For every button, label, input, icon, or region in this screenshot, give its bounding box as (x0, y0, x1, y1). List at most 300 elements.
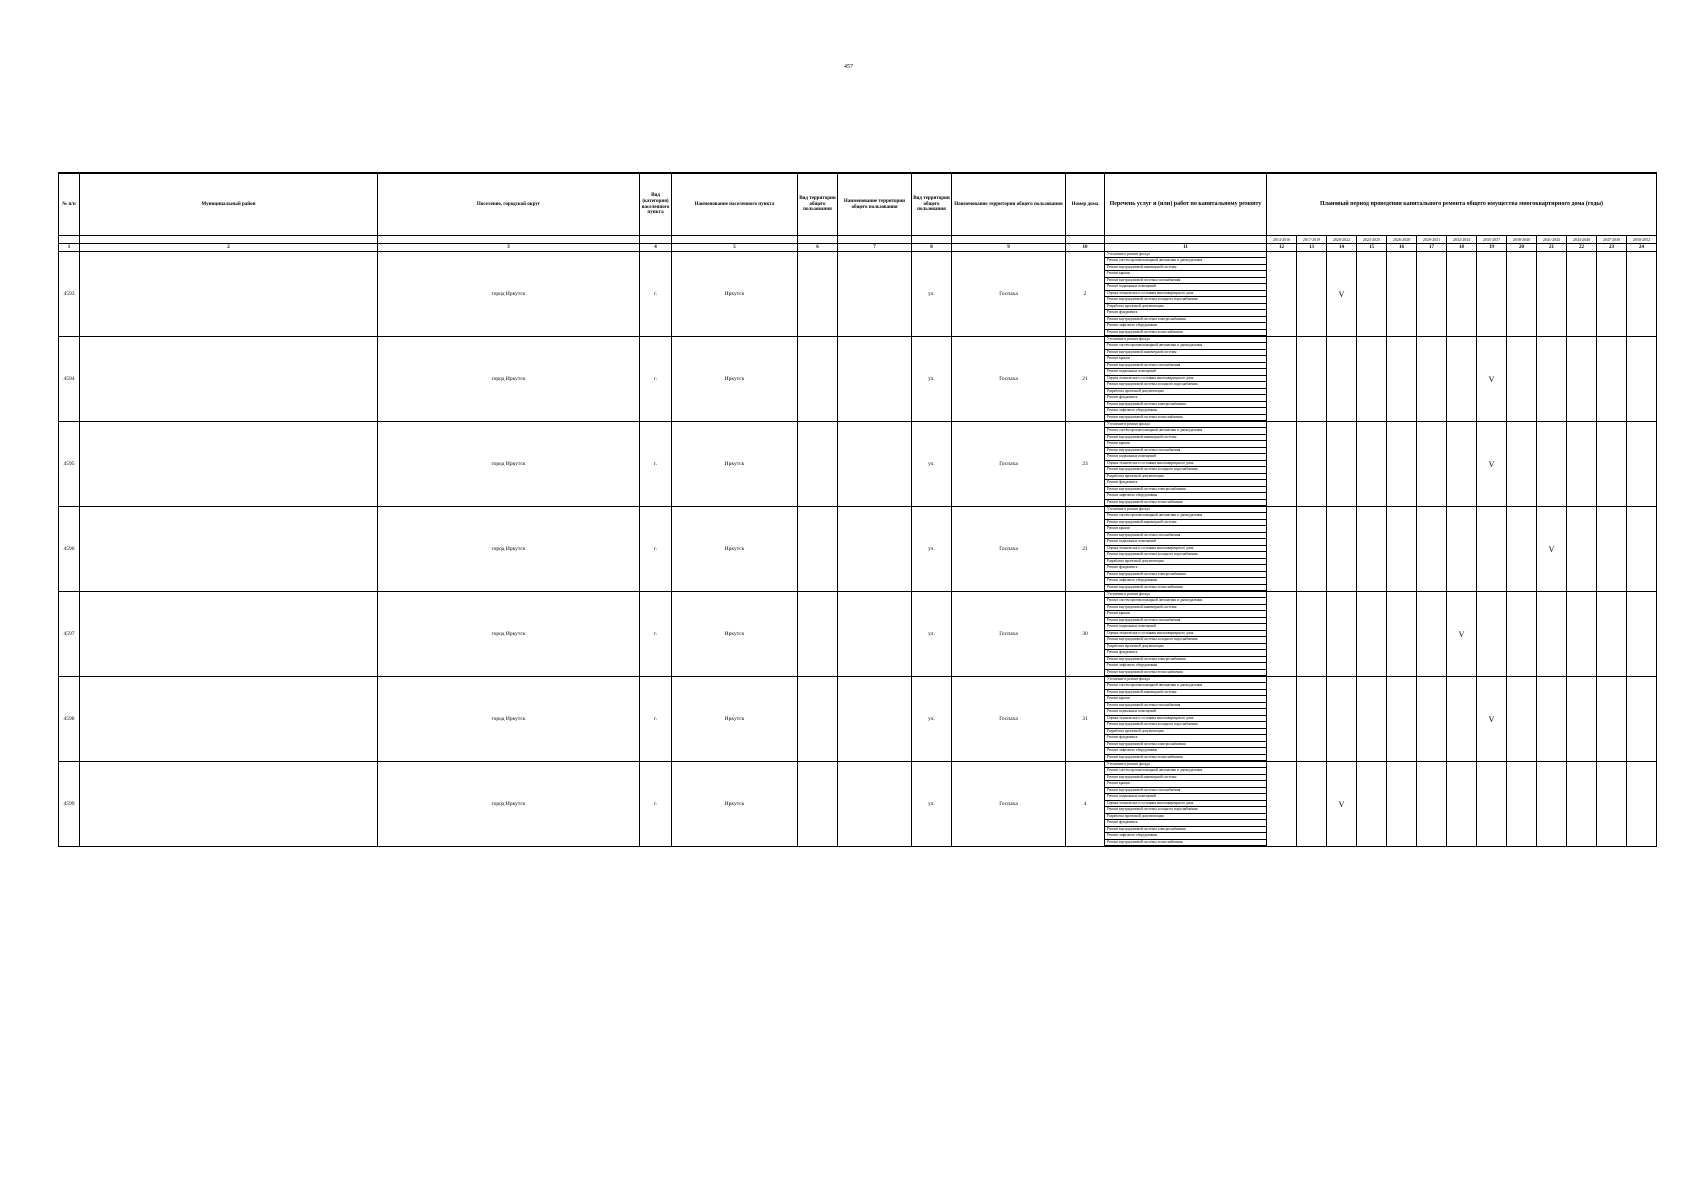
period-mark-cell (1627, 762, 1657, 847)
work-item: Ремонт внутридомовой системы теплоснабжения (1105, 500, 1266, 506)
house-number-cell: 30 (1066, 592, 1105, 677)
work-item: Ремонт внутридомовой системы теплоснабжения (1105, 330, 1266, 336)
work-item: Ремонт внутридомовой инженерной системы (1105, 520, 1266, 526)
period-cell: 2017-2019 (1297, 236, 1327, 244)
street-cell: Госпаха (952, 507, 1066, 592)
work-item: Ремонт внутридомовой инженерной системы (1105, 775, 1266, 781)
period-mark-cell (1447, 762, 1477, 847)
header-district: Муниципальный район (80, 173, 378, 236)
table-row (59, 422, 1657, 507)
house-number-cell: 2 (1066, 252, 1105, 337)
column-number: 2 (80, 244, 378, 252)
column-number: 24 (1627, 244, 1657, 252)
column-number: 8 (912, 244, 952, 252)
column-number: 3 (378, 244, 640, 252)
work-item: Утепление и ремонт фасада (1105, 422, 1266, 428)
work-item: Ремонт внутридомовой системы газоснабжения (1105, 278, 1266, 284)
area-name-cell (838, 677, 912, 762)
period-mark-cell (1327, 252, 1357, 337)
work-item: Ремонт подвальных помещений (1105, 794, 1266, 800)
work-item: Ремонт внутридомовой системы холодного водоснабжения (1105, 552, 1266, 558)
period-mark-cell (1447, 507, 1477, 592)
work-item: Ремонт внутридомовой системы электроснабжения (1105, 487, 1266, 493)
work-item: Ремонт систем противопожарной автоматики и дымоудаления (1105, 343, 1266, 349)
header-settlement: Поселение, городской округ (378, 173, 640, 236)
header-locality-kind: Вид (категория) населенного пункта (640, 173, 672, 236)
work-item: Ремонт внутридомовой системы холодного водоснабжения (1105, 637, 1266, 643)
work-item: Ремонт внутридомовой инженерной системы (1105, 435, 1266, 441)
period-mark-cell (1477, 252, 1507, 337)
period-mark: V (1488, 459, 1495, 469)
column-number: 20 (1507, 244, 1537, 252)
table-row (59, 337, 1657, 422)
column-number: 11 (1105, 244, 1267, 252)
works-list-cell (1105, 252, 1267, 337)
work-item: Оценка технического состояния многоквартирного дома (1105, 546, 1266, 552)
column-number: 1 (59, 244, 80, 252)
work-item: Ремонт внутридомовой системы газоснабжения (1105, 618, 1266, 624)
column-number: 21 (1537, 244, 1567, 252)
period-mark-cell (1537, 592, 1567, 677)
work-item: Ремонт внутридомовой системы газоснабжения (1105, 533, 1266, 539)
locality-kind-cell: г. (640, 507, 672, 592)
district-cell (80, 762, 378, 847)
street-cell: Госпаха (952, 337, 1066, 422)
street-kind-cell: ул. (912, 677, 952, 762)
period-mark-cell (1507, 592, 1537, 677)
locality-kind-cell: г. (640, 337, 672, 422)
period-mark-cell (1357, 762, 1387, 847)
work-item: Ремонт фундамента (1105, 395, 1266, 401)
period-cell: 2029-2031 (1417, 236, 1447, 244)
work-item: Ремонт внутридомовой системы электроснабжения (1105, 572, 1266, 578)
area-kind-cell (798, 252, 838, 337)
row-number: 4596 (59, 507, 80, 592)
period-cell: 2050-2052 (1627, 236, 1657, 244)
work-item: Ремонт внутридомовой системы электроснабжения (1105, 317, 1266, 323)
work-item: Ремонт подвальных помещений (1105, 454, 1266, 460)
column-number: 22 (1567, 244, 1597, 252)
period-mark-cell (1597, 252, 1627, 337)
district-cell (80, 422, 378, 507)
period-mark-cell (1507, 422, 1537, 507)
period-mark-cell (1297, 337, 1327, 422)
area-kind-cell (798, 677, 838, 762)
period-mark-cell (1507, 252, 1537, 337)
work-item: Ремонт фундамента (1105, 820, 1266, 826)
locality-cell: Иркутск (672, 422, 798, 507)
work-item: Ремонт лифтового оборудования (1105, 323, 1266, 329)
period-cell: 2041-2043 (1537, 236, 1567, 244)
period-cell: 2023-2025 (1357, 236, 1387, 244)
table-row (59, 677, 1657, 762)
period-mark-cell (1297, 762, 1327, 847)
work-item: Разработка проектной документации (1105, 389, 1266, 395)
work-item: Разработка проектной документации (1105, 474, 1266, 480)
work-item: Ремонт внутридомовой системы холодного водоснабжения (1105, 807, 1266, 813)
work-item: Ремонт внутридомовой системы теплоснабжения (1105, 840, 1266, 846)
period-mark-cell (1387, 762, 1417, 847)
header-area-kind-2: Вид территории общего пользования (912, 173, 952, 236)
period-mark: V (1548, 544, 1555, 554)
column-number: 4 (640, 244, 672, 252)
settlement-cell: город Иркутск (378, 592, 640, 677)
work-item: Ремонт подвальных помещений (1105, 624, 1266, 630)
works-list-cell (1105, 422, 1267, 507)
period-mark-cell (1477, 422, 1507, 507)
area-name-cell (838, 337, 912, 422)
period-mark-cell (1417, 677, 1447, 762)
work-item: Ремонт внутридомовой системы холодного водоснабжения (1105, 382, 1266, 388)
period-mark-cell (1357, 252, 1387, 337)
column-number: 15 (1357, 244, 1387, 252)
period-mark-cell (1507, 677, 1537, 762)
work-item: Оценка технического состояния многоквартирного дома (1105, 801, 1266, 807)
period-mark-cell (1507, 507, 1537, 592)
period-mark-cell (1357, 507, 1387, 592)
work-item: Ремонт лифтового оборудования (1105, 663, 1266, 669)
street-kind-cell: ул. (912, 337, 952, 422)
column-number: 12 (1267, 244, 1297, 252)
period-mark-cell (1447, 422, 1477, 507)
header-plan-period: Плановый период проведения капитального ремонта общего имущества многоквартирного дома (годы) (1267, 173, 1657, 236)
column-number: 10 (1066, 244, 1105, 252)
area-name-cell (838, 507, 912, 592)
work-item: Разработка проектной документации (1105, 304, 1266, 310)
house-number-cell: 4 (1066, 762, 1105, 847)
period-mark-cell (1447, 592, 1477, 677)
work-item: Утепление и ремонт фасада (1105, 252, 1266, 258)
column-number: 14 (1327, 244, 1357, 252)
period-mark-cell (1387, 677, 1417, 762)
work-item: Ремонт подвальных помещений (1105, 709, 1266, 715)
period-mark-cell (1267, 252, 1297, 337)
period-mark-cell (1417, 762, 1447, 847)
street-kind-cell: ул. (912, 762, 952, 847)
period-cell: 2020-2022 (1327, 236, 1357, 244)
area-kind-cell (798, 762, 838, 847)
period-mark-cell (1297, 592, 1327, 677)
work-item: Ремонт крыши (1105, 441, 1266, 447)
period-mark-cell (1567, 507, 1597, 592)
column-number: 18 (1447, 244, 1477, 252)
row-number: 4598 (59, 677, 80, 762)
period-mark-cell (1387, 337, 1417, 422)
settlement-cell: город Иркутск (378, 677, 640, 762)
table-row (59, 592, 1657, 677)
table-row (59, 762, 1657, 847)
street-cell: Госпаха (952, 762, 1066, 847)
row-number: 4594 (59, 337, 80, 422)
locality-cell: Иркутск (672, 507, 798, 592)
work-item: Ремонт лифтового оборудования (1105, 578, 1266, 584)
area-kind-cell (798, 507, 838, 592)
work-item: Разработка проектной документации (1105, 729, 1266, 735)
period-mark-cell (1387, 507, 1417, 592)
area-name-cell (838, 252, 912, 337)
locality-kind-cell: г. (640, 422, 672, 507)
work-item: Ремонт систем противопожарной автоматики и дымоудаления (1105, 258, 1266, 264)
period-mark-cell (1267, 762, 1297, 847)
area-kind-cell (798, 422, 838, 507)
period-mark-cell (1597, 337, 1627, 422)
column-number: 5 (672, 244, 798, 252)
street-cell: Госпаха (952, 677, 1066, 762)
works-list-cell (1105, 507, 1267, 592)
work-item: Ремонт внутридомовой системы теплоснабжения (1105, 670, 1266, 676)
work-item: Ремонт подвальных помещений (1105, 539, 1266, 545)
period-mark-cell (1327, 422, 1357, 507)
street-cell: Госпаха (952, 252, 1066, 337)
period-mark-cell (1627, 422, 1657, 507)
work-item: Ремонт лифтового оборудования (1105, 408, 1266, 414)
work-item: Ремонт внутридомовой системы холодного водоснабжения (1105, 297, 1266, 303)
row-number: 4599 (59, 762, 80, 847)
work-item: Утепление и ремонт фасада (1105, 762, 1266, 768)
work-item: Ремонт систем противопожарной автоматики и дымоудаления (1105, 428, 1266, 434)
period-mark-cell (1477, 677, 1507, 762)
district-cell (80, 252, 378, 337)
period-mark-cell (1447, 337, 1477, 422)
settlement-cell: город Иркутск (378, 422, 640, 507)
period-mark-cell (1627, 252, 1657, 337)
header-area-name-2: Наименование территории общего пользования (952, 173, 1066, 236)
period-mark-cell (1417, 337, 1447, 422)
period-mark-cell (1417, 422, 1447, 507)
district-cell (80, 592, 378, 677)
street-cell: Госпаха (952, 592, 1066, 677)
period-cell: 2044-2046 (1567, 236, 1597, 244)
period-mark-cell (1537, 677, 1567, 762)
work-item: Ремонт фундамента (1105, 735, 1266, 741)
period-mark-cell (1297, 677, 1327, 762)
works-list-cell (1105, 677, 1267, 762)
column-number-row (59, 244, 1657, 252)
work-item: Утепление и ремонт фасада (1105, 337, 1266, 343)
settlement-cell: город Иркутск (378, 252, 640, 337)
work-item: Ремонт внутридомовой системы теплоснабжения (1105, 585, 1266, 591)
period-mark-cell (1567, 337, 1597, 422)
work-item: Ремонт систем противопожарной автоматики и дымоудаления (1105, 768, 1266, 774)
locality-kind-cell: г. (640, 592, 672, 677)
table-row (59, 507, 1657, 592)
capital-repair-table (58, 172, 1657, 847)
work-item: Ремонт крыши (1105, 611, 1266, 617)
period-mark-cell (1327, 592, 1357, 677)
work-item: Ремонт внутридомовой системы холодного водоснабжения (1105, 722, 1266, 728)
work-item: Ремонт фундамента (1105, 565, 1266, 571)
house-number-cell: 23 (1066, 422, 1105, 507)
settlement-cell: город Иркутск (378, 507, 640, 592)
work-item: Ремонт подвальных помещений (1105, 284, 1266, 290)
area-name-cell (838, 762, 912, 847)
work-item: Оценка технического состояния многоквартирного дома (1105, 631, 1266, 637)
work-item: Ремонт внутридомовой системы газоснабжения (1105, 363, 1266, 369)
locality-kind-cell: г. (640, 252, 672, 337)
period-mark-cell (1537, 422, 1567, 507)
period-mark-cell (1567, 422, 1597, 507)
column-number: 23 (1597, 244, 1627, 252)
work-item: Ремонт крыши (1105, 696, 1266, 702)
period-mark-cell (1357, 422, 1387, 507)
period-mark-cell (1537, 337, 1567, 422)
period-mark: V (1458, 629, 1465, 639)
work-item: Ремонт фундамента (1105, 480, 1266, 486)
house-number-cell: 21 (1066, 507, 1105, 592)
area-name-cell (838, 422, 912, 507)
period-mark-cell (1537, 252, 1567, 337)
period-cell: 2032-2034 (1447, 236, 1477, 244)
work-item: Ремонт лифтового оборудования (1105, 748, 1266, 754)
row-number: 4597 (59, 592, 80, 677)
locality-cell: Иркутск (672, 592, 798, 677)
street-kind-cell: ул. (912, 592, 952, 677)
period-mark: V (1338, 799, 1345, 809)
work-item: Ремонт крыши (1105, 526, 1266, 532)
work-item: Ремонт внутридомовой инженерной системы (1105, 605, 1266, 611)
period-mark-cell (1597, 762, 1627, 847)
period-mark: V (1488, 714, 1495, 724)
locality-cell: Иркутск (672, 677, 798, 762)
period-mark: V (1338, 289, 1345, 299)
work-item: Разработка проектной документации (1105, 814, 1266, 820)
table-row (59, 252, 1657, 337)
period-mark-cell (1567, 252, 1597, 337)
period-mark-cell (1297, 507, 1327, 592)
table-body (59, 252, 1657, 847)
works-list-cell (1105, 762, 1267, 847)
district-cell (80, 507, 378, 592)
column-number: 16 (1387, 244, 1417, 252)
header-area-name-1: Наименование территории общего пользования (838, 173, 912, 236)
period-mark-cell (1327, 507, 1357, 592)
district-cell (80, 337, 378, 422)
period-mark-cell (1387, 252, 1417, 337)
work-item: Ремонт внутридомовой системы теплоснабжения (1105, 755, 1266, 761)
work-item: Ремонт внутридомовой системы холодного водоснабжения (1105, 467, 1266, 473)
period-mark-cell (1627, 677, 1657, 762)
work-item: Ремонт систем противопожарной автоматики и дымоудаления (1105, 598, 1266, 604)
work-item: Ремонт внутридомовой системы теплоснабжения (1105, 415, 1266, 421)
period-mark-cell (1567, 592, 1597, 677)
period-cell: 2047-2049 (1597, 236, 1627, 244)
header-locality-name: Наименование населенного пункта (672, 173, 798, 236)
period-mark-cell (1627, 337, 1657, 422)
period-mark-cell (1387, 592, 1417, 677)
period-mark-cell (1597, 677, 1627, 762)
header-works: Перечень услуг и (или) работ по капитальному ремонту (1105, 173, 1267, 236)
area-name-cell (838, 592, 912, 677)
works-list-cell (1105, 592, 1267, 677)
column-number: 17 (1417, 244, 1447, 252)
period-mark-cell (1627, 592, 1657, 677)
work-item: Ремонт внутридомовой системы электроснабжения (1105, 742, 1266, 748)
work-item: Ремонт подвальных помещений (1105, 369, 1266, 375)
period-mark-cell (1597, 592, 1627, 677)
period-mark-cell (1267, 337, 1297, 422)
period-mark-cell (1537, 762, 1567, 847)
district-cell (80, 677, 378, 762)
column-number: 9 (952, 244, 1066, 252)
column-number: 6 (798, 244, 838, 252)
street-kind-cell: ул. (912, 507, 952, 592)
locality-kind-cell: г. (640, 762, 672, 847)
works-list-cell (1105, 337, 1267, 422)
locality-cell: Иркутск (672, 252, 798, 337)
period-mark-cell (1477, 507, 1507, 592)
period-row (59, 236, 1657, 244)
work-item: Оценка технического состояния многоквартирного дома (1105, 461, 1266, 467)
period-mark-cell (1417, 592, 1447, 677)
work-item: Ремонт внутридомовой инженерной системы (1105, 690, 1266, 696)
period-mark-cell (1357, 337, 1387, 422)
area-kind-cell (798, 337, 838, 422)
work-item: Утепление и ремонт фасада (1105, 677, 1266, 683)
work-item: Ремонт лифтового оборудования (1105, 493, 1266, 499)
work-item: Ремонт внутридомовой системы газоснабжения (1105, 703, 1266, 709)
work-item: Ремонт крыши (1105, 271, 1266, 277)
work-item: Разработка проектной документации (1105, 644, 1266, 650)
period-mark-cell (1357, 592, 1387, 677)
period-mark-cell (1357, 677, 1387, 762)
work-item: Оценка технического состояния многоквартирного дома (1105, 716, 1266, 722)
period-mark-cell (1387, 422, 1417, 507)
column-number: 19 (1477, 244, 1507, 252)
period-mark-cell (1327, 677, 1357, 762)
column-number: 13 (1297, 244, 1327, 252)
work-item: Оценка технического состояния многоквартирного дома (1105, 376, 1266, 382)
work-item: Ремонт систем противопожарной автоматики и дымоудаления (1105, 683, 1266, 689)
work-item: Ремонт внутридомовой инженерной системы (1105, 350, 1266, 356)
period-mark-cell (1417, 252, 1447, 337)
header-area-kind-1: Вид территории общего пользования (798, 173, 838, 236)
work-item: Ремонт внутридомовой инженерной системы (1105, 265, 1266, 271)
period-mark-cell (1627, 507, 1657, 592)
period-mark-cell (1267, 507, 1297, 592)
header-num: № п/п (59, 173, 80, 236)
header-house-number: Номер дома (1066, 173, 1105, 236)
locality-cell: Иркутск (672, 337, 798, 422)
period-mark-cell (1267, 677, 1297, 762)
work-item: Ремонт фундамента (1105, 310, 1266, 316)
work-item: Утепление и ремонт фасада (1105, 592, 1266, 598)
period-mark-cell (1477, 592, 1507, 677)
street-kind-cell: ул. (912, 252, 952, 337)
period-mark-cell (1477, 337, 1507, 422)
period-mark-cell (1597, 422, 1627, 507)
period-mark-cell (1267, 422, 1297, 507)
work-item: Ремонт систем противопожарной автоматики и дымоудаления (1105, 513, 1266, 519)
column-number: 7 (838, 244, 912, 252)
period-mark-cell (1297, 252, 1327, 337)
house-number-cell: 21 (1066, 337, 1105, 422)
header-row (59, 173, 1657, 236)
period-cell: 2038-2040 (1507, 236, 1537, 244)
work-item: Ремонт фундамента (1105, 650, 1266, 656)
period-mark-cell (1447, 252, 1477, 337)
work-item: Ремонт крыши (1105, 356, 1266, 362)
period-mark-cell (1297, 422, 1327, 507)
work-item: Ремонт лифтового оборудования (1105, 833, 1266, 839)
work-item: Оценка технического состояния многоквартирного дома (1105, 291, 1266, 297)
work-item: Ремонт внутридомовой системы электроснабжения (1105, 657, 1266, 663)
period-cell: 2014-2016 (1267, 236, 1297, 244)
work-item: Ремонт внутридомовой системы электроснабжения (1105, 827, 1266, 833)
period-mark-cell (1507, 337, 1537, 422)
period-mark-cell (1327, 762, 1357, 847)
area-kind-cell (798, 592, 838, 677)
period-mark-cell (1567, 677, 1597, 762)
